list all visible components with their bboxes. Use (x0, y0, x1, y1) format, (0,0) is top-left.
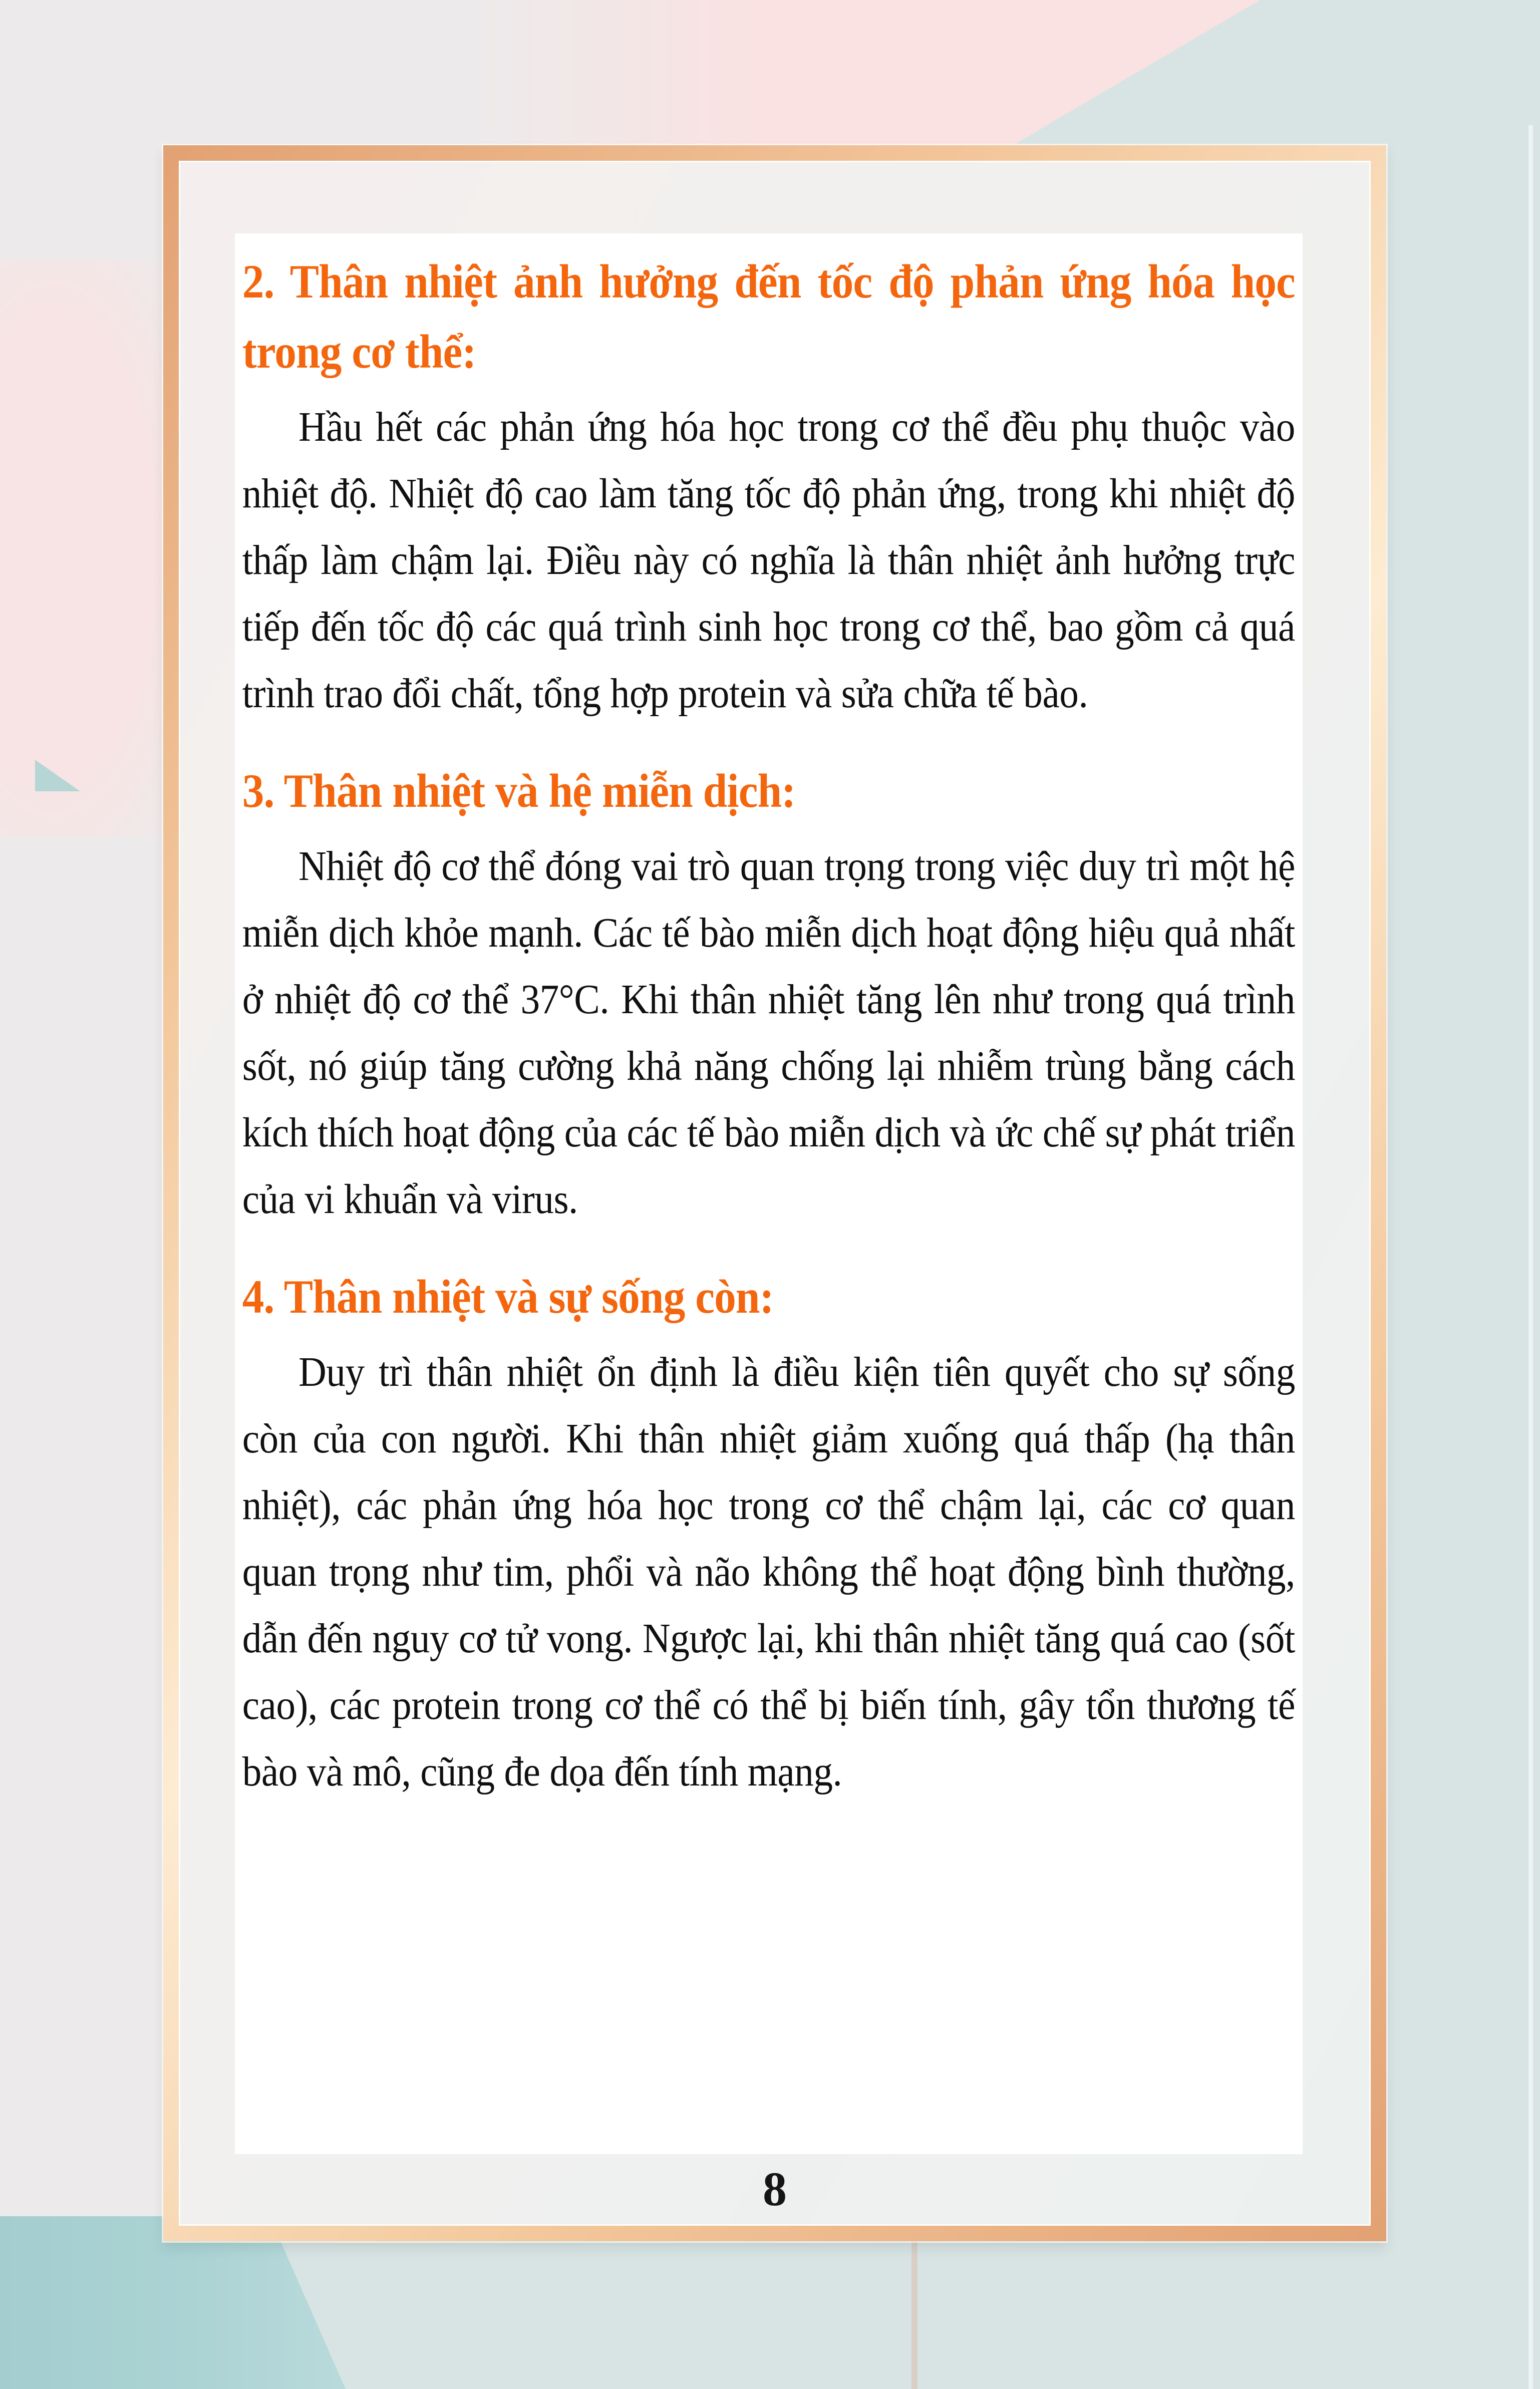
beige-divider-line (911, 2239, 917, 2389)
text-block (235, 233, 1303, 2154)
page-card (179, 161, 1371, 2226)
section-3-heading: 3. Thân nhiệt và hệ miễn dịch: (242, 764, 796, 817)
section-4-paragraph: Duy trì thân nhiệt ổn định là điều kiện tiên quyết cho sự sống còn của con người. Khi thân nhiệt giảm xuống quá thấp (hạ thân nhiệt), các phản ứng hóa học trong cơ thể chậm lại, các cơ quan quan trọng như tim, phổi và não không thể hoạt động bình thường, dẫn đến nguy cơ tử vong. Ngược lại, khi thân nhiệt tăng quá cao (sốt cao), các protein trong cơ thể có thể bị biến tính, gây tổn thương tế bào và mô, cũng đe dọa đến tính mạng. (242, 1349, 1295, 1795)
section-3-paragraph: Nhiệt độ cơ thể đóng vai trò quan trọng trong việc duy trì một hệ miễn dịch khỏe mạnh. Các tế bào miễn dịch hoạt động hiệu quả nhất ở nhiệt độ cơ thể 37°C. Khi thân nhiệt tăng lên như trong quá trình sốt, nó giúp tăng cường khả năng chống lại nhiễm trùng bằng cách kích thích hoạt động của các tế bào miễn dịch và ức chế sự phát triển của vi khuẩn và virus. (242, 843, 1295, 1223)
section-2-heading: 2. Thân nhiệt ảnh hưởng đến tốc độ phản ứng hóa học trong cơ thể: (242, 255, 1295, 378)
page-card-frame (163, 145, 1386, 2241)
right-edge-highlight-line (1528, 125, 1533, 2389)
page-number: 8 (763, 2162, 787, 2216)
section-4-heading: 4. Thân nhiệt và sự sống còn: (242, 1270, 774, 1323)
section-2-paragraph: Hầu hết các phản ứng hóa học trong cơ thể đều phụ thuộc vào nhiệt độ. Nhiệt độ cao làm tăng tốc độ phản ứng, trong khi nhiệt độ thấp làm chậm lại. Điều này có nghĩa là thân nhiệt ảnh hưởng trực tiếp đến tốc độ các quá trình sinh học trong cơ thể, bao gồm cả quá trình trao đổi chất, tổng hợp protein và sửa chữa tế bào. (242, 404, 1295, 717)
text-column (235, 233, 1303, 1805)
pink-wash-left-margin (0, 260, 180, 836)
